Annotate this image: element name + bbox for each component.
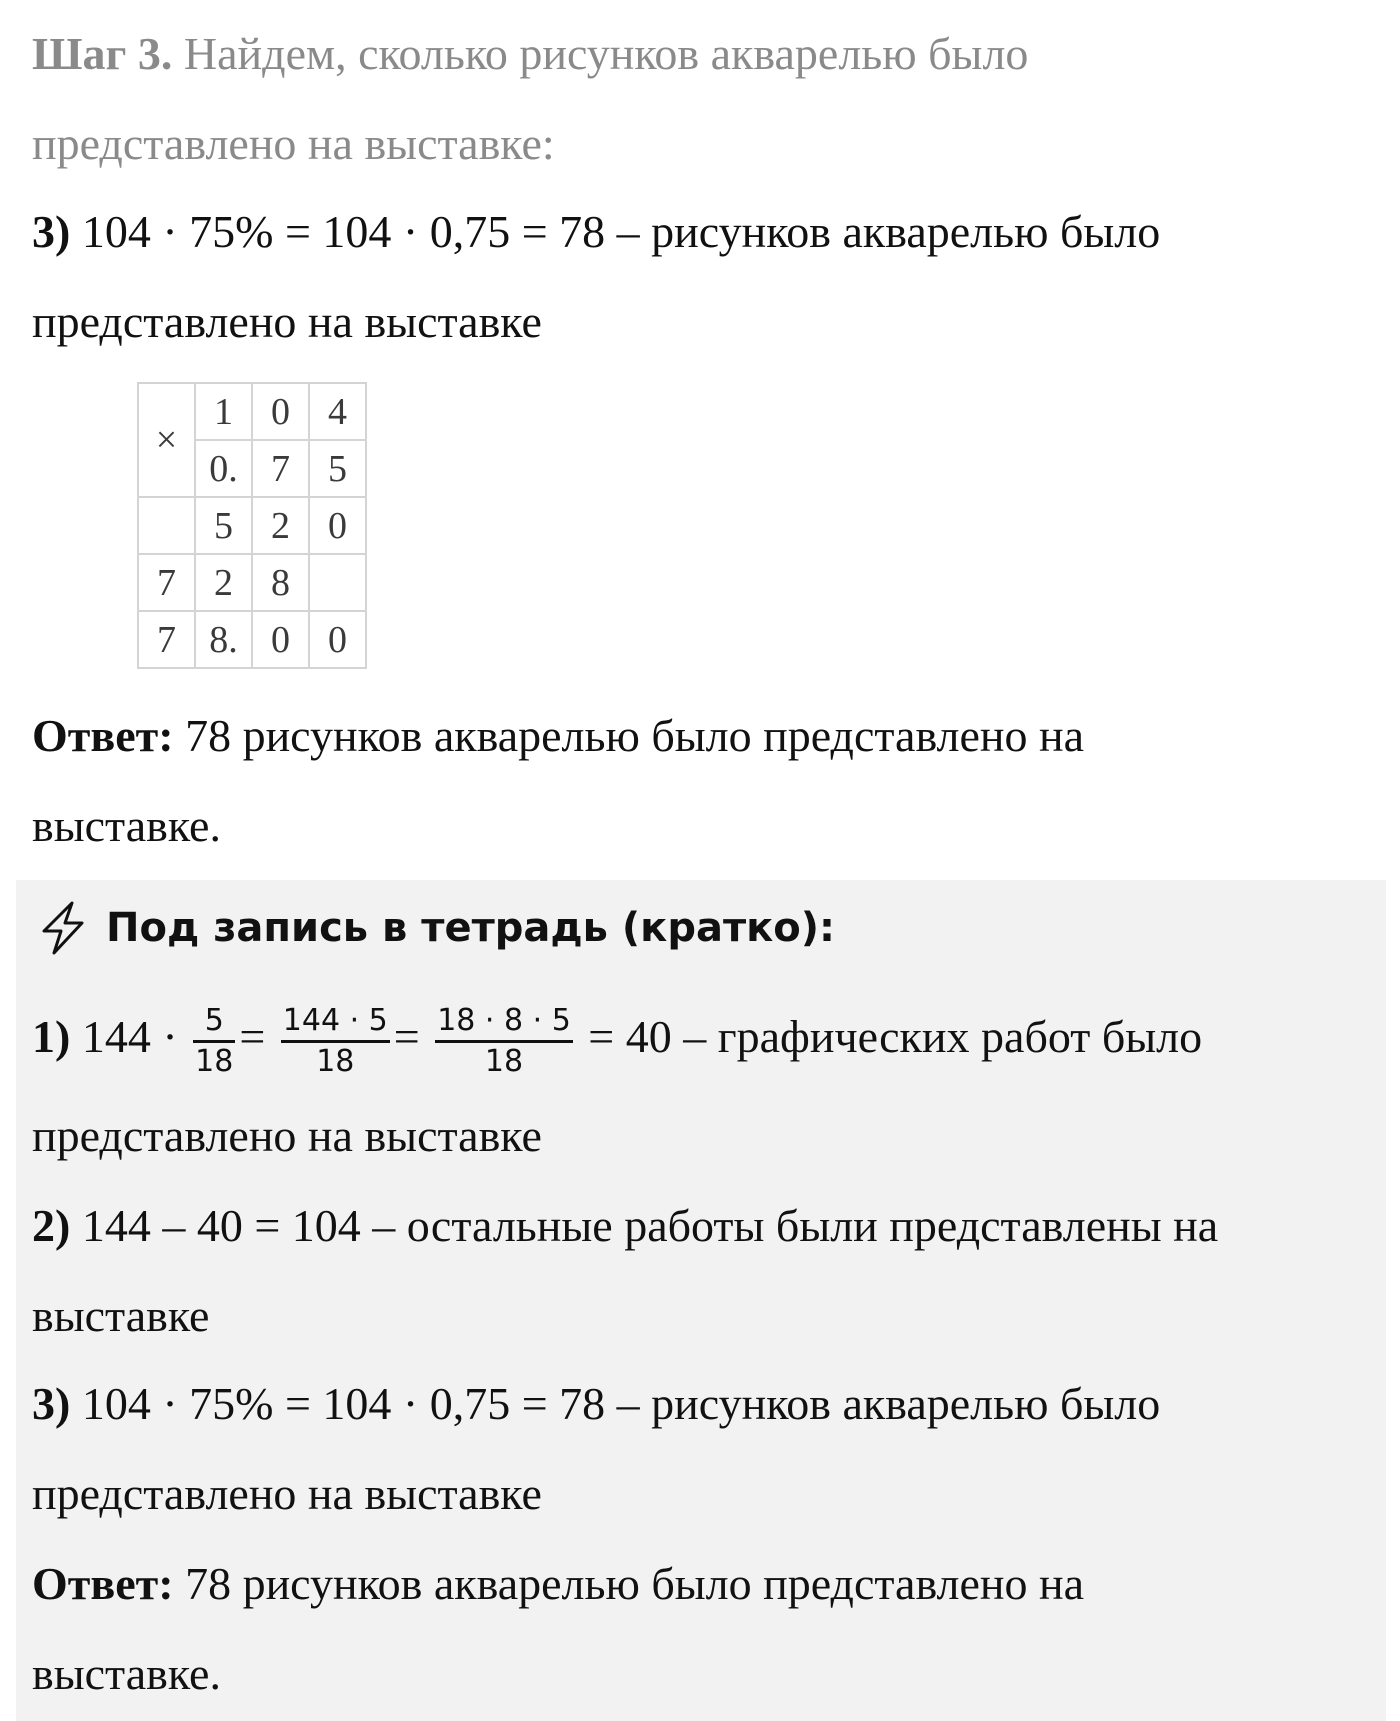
times-sign: × bbox=[138, 383, 195, 497]
step-heading bbox=[32, 26, 1028, 82]
grid-cell bbox=[309, 554, 366, 611]
calc-tail: = 40 – графических работ было bbox=[588, 1011, 1203, 1063]
answer-label: Ответ: bbox=[32, 1558, 174, 1609]
notes-line-2-cont: выставке bbox=[32, 1290, 210, 1341]
denominator: 18 bbox=[316, 1044, 355, 1079]
notes-line-2 bbox=[32, 1198, 1218, 1254]
answer-text: 78 рисунков акварелью было представлено на bbox=[173, 710, 1085, 761]
grid-cell: 5 bbox=[195, 497, 252, 554]
notes-line-1-cont: представлено на выставке bbox=[32, 1110, 542, 1161]
grid-cell: 0. bbox=[195, 440, 252, 497]
notes-title: Под запись в тетрадь (кратко): bbox=[106, 905, 836, 951]
grid-cell: 7 bbox=[138, 611, 195, 668]
calc-expression: 144 – 40 = 104 – остальные работы были представлены на bbox=[70, 1200, 1219, 1251]
grid-cell: 0 bbox=[252, 383, 309, 440]
denominator: 18 bbox=[484, 1044, 524, 1079]
calc-number: 3) bbox=[32, 1378, 71, 1429]
grid-cell: 7 bbox=[252, 440, 309, 497]
notes-box bbox=[16, 880, 1386, 1721]
notes-line-3 bbox=[32, 1376, 1160, 1432]
grid-row bbox=[138, 383, 366, 440]
grid-cell: 5 bbox=[309, 440, 366, 497]
notes-line-3-cont: представлено на выставке bbox=[32, 1468, 542, 1519]
grid-cell: 0 bbox=[309, 611, 366, 668]
denominator: 18 bbox=[195, 1044, 234, 1079]
answer-text: 78 рисунков акварелью было представлено на bbox=[173, 1558, 1085, 1609]
grid-cell: 0 bbox=[309, 497, 366, 554]
grid-cell: 0 bbox=[252, 611, 309, 668]
grid-cell: 4 bbox=[309, 383, 366, 440]
fraction bbox=[435, 1002, 573, 1081]
multiplication-grid bbox=[137, 382, 367, 669]
numerator: 144 · 5 bbox=[281, 1002, 390, 1043]
calc-number: 2) bbox=[32, 1200, 71, 1251]
calc-line-3-cont: представлено на выставке bbox=[32, 296, 542, 347]
step-text: Найдем, сколько рисунков акварелью было bbox=[172, 28, 1029, 79]
fraction bbox=[193, 1002, 235, 1081]
notes-line-1 bbox=[32, 1002, 1202, 1081]
grid-cell: 8. bbox=[195, 611, 252, 668]
lightning-icon bbox=[34, 899, 92, 957]
grid-row bbox=[138, 554, 366, 611]
equals-sign: = bbox=[239, 1011, 266, 1063]
answer-line-cont: выставке. bbox=[32, 800, 221, 851]
calc-number: 1) bbox=[32, 1011, 71, 1063]
calc-expression: 104 · 75% = 104 · 0,75 = 78 – рисунков акварелью было bbox=[70, 206, 1161, 257]
notes-header bbox=[34, 898, 835, 958]
calc-lead: 144 · bbox=[70, 1011, 178, 1063]
grid-row bbox=[138, 611, 366, 668]
answer-label: Ответ: bbox=[32, 710, 174, 761]
numerator: 18 · 8 · 5 bbox=[435, 1002, 573, 1043]
equals-sign: = bbox=[393, 1011, 420, 1063]
calc-line-3 bbox=[32, 204, 1160, 260]
notes-answer bbox=[32, 1556, 1084, 1612]
fraction bbox=[281, 1002, 390, 1081]
grid-cell bbox=[138, 497, 195, 554]
numerator: 5 bbox=[193, 1002, 235, 1043]
grid-cell: 7 bbox=[138, 554, 195, 611]
step-label: Шаг 3. bbox=[32, 28, 173, 79]
calc-expression: 104 · 75% = 104 · 0,75 = 78 – рисунков акварелью было bbox=[70, 1378, 1161, 1429]
grid-cell: 2 bbox=[252, 497, 309, 554]
notes-answer-cont: выставке. bbox=[32, 1648, 221, 1699]
calc-number: 3) bbox=[32, 206, 71, 257]
grid-cell: 8 bbox=[252, 554, 309, 611]
answer-line bbox=[32, 708, 1084, 764]
grid-cell: 2 bbox=[195, 554, 252, 611]
step-text-cont: представлено на выставке: bbox=[32, 118, 555, 169]
grid-row bbox=[138, 497, 366, 554]
grid-cell: 1 bbox=[195, 383, 252, 440]
